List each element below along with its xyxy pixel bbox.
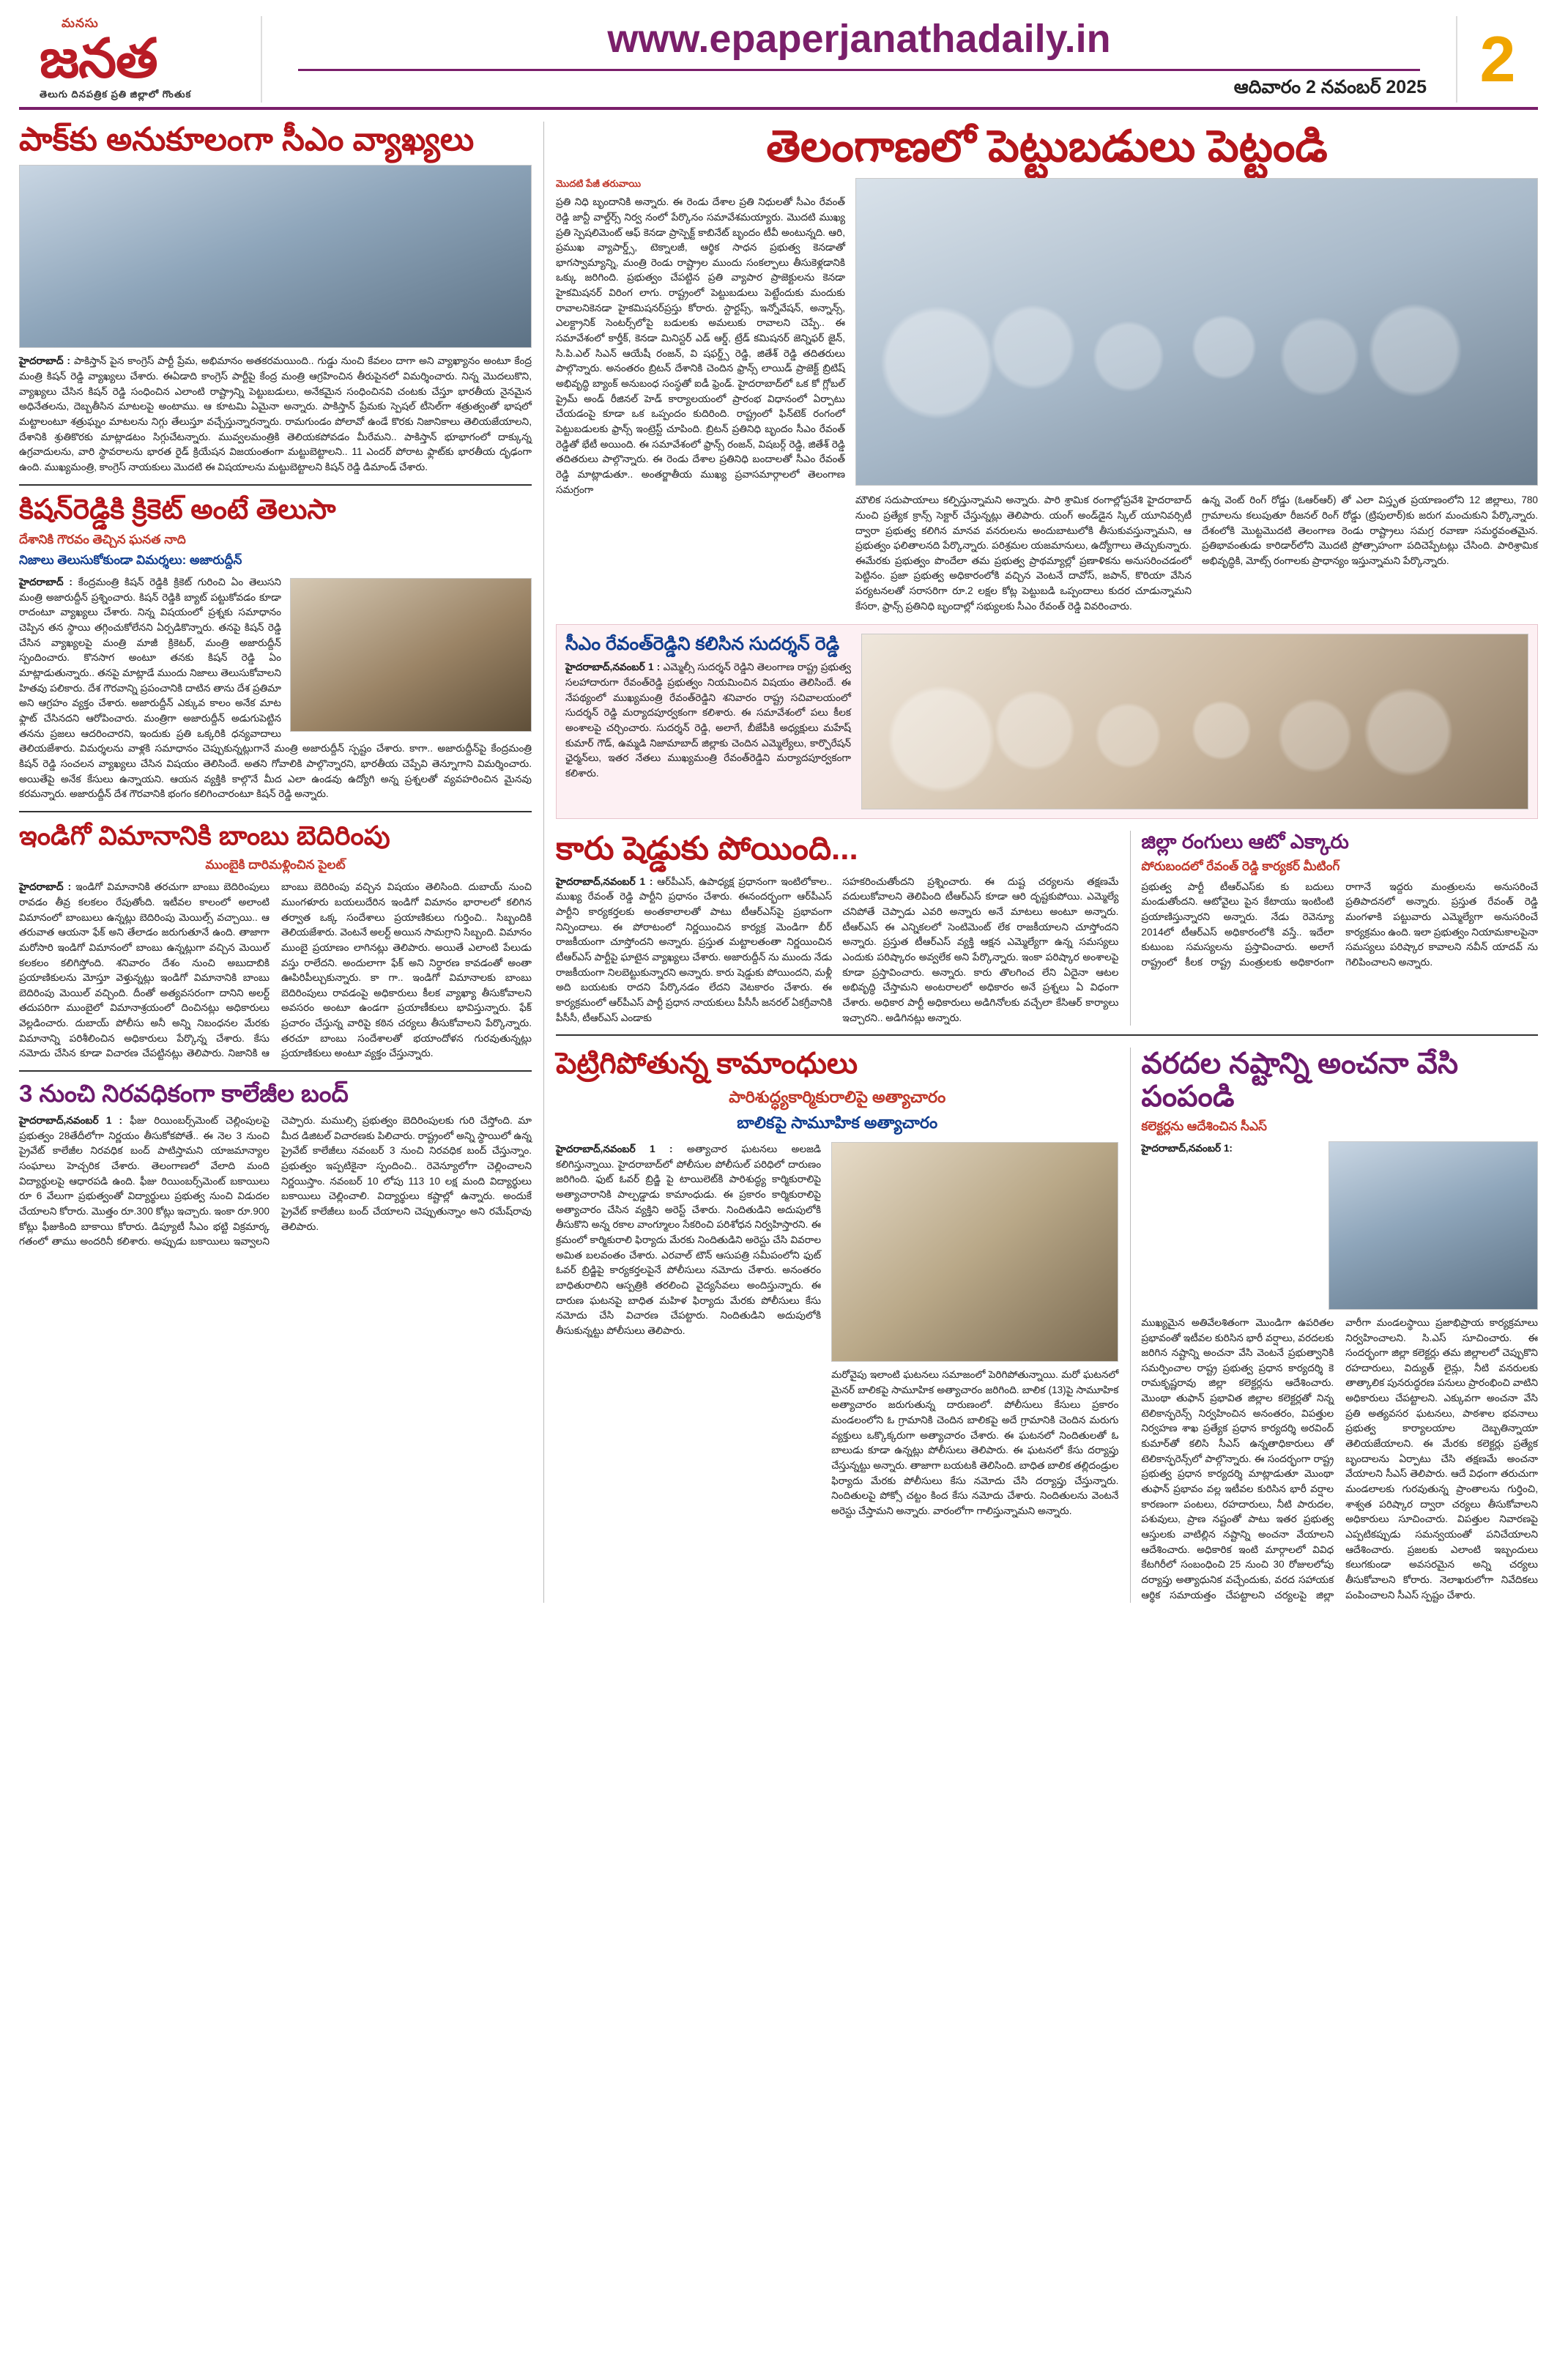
article-car-shed bbox=[556, 831, 1118, 1026]
left-column bbox=[19, 122, 532, 1603]
article-headline: 3 నుంచి నిరవధికంగా కాలేజీల బంద్‌ bbox=[19, 1080, 349, 1108]
article-text: ముఖ్యమైన అతివేలశితంగా మొండిగా ఉపరితల ప్రభావంతో ఇటీవల కురిసిన భారీ వర్షాలు, వరదలకు జరిగిన నష్టాన్ని అంచనా వేసి వెంటనే ప్రభుత్వానికి సమర్పించాల రాష్ట్ర ప్రభుత్వ ప్రధాన కార్యదర్శి కె రామకృష్ణరావు జిల్లా కలెక్టర్లను ఆదేశించారు. మొంథా తుఫాన్‌ ప్రభావిత జిల్లాల కలెక్టర్లతో నిన్న టెలికాన్ఫరెన్స్‌ నిర్వహించిన అనంతరం, విపత్తుల నిర్వహణ శాఖ ప్రత్యేక ప్రధాన కార్యదర్శి అరవింద్‌ కుమార్‌తో కలిసి సీఎస్‌ ఉన్నతాధికారులు తో టెలికాన్ఫరెన్స్‌లో పాల్గొన్నారు. ఈ సందర్భంగా రాష్ట్ర ప్రభుత్వ ప్రధాన కార్యదర్శి మాట్లాడుతూ మొంథా తుఫాన్‌ ప్రభావం వల్ల ఇటీవల కురిసిన భారీ వర్షాల కారణంగా పంటలు, రహదారులు, నీటి పారుదల, పశువులు, ప్రాణ నష్టంతో పాటు ఇతర ప్రభుత్వ ఆస్తులకు వాటిల్లిన నష్టాన్ని అంచనా వేయాలని ఆదేశించారు. అధికారిక ఇంటి మార్గాలలో వివిధ కేటగిరీలో సంబంధించి 25 నుంచి 30 రోజులలోపు దర్యాప్తు అత్యాధునిక వచ్చేందుకు, వరద సహాయక ఆర్థిక సమాయత్తం చేపట్టాలని చర్యలపై జిల్లా వారీగా మండలస్థాయి ప్రజాభిప్రాయ కార్యక్రమాలు నిర్వహించాలని. సి.ఎస్‌ సూచించారు. ఈ సందర్భంగా జిల్లా కలెక్టర్లు తమ జిల్లాలలో చెప్పుకొని రహదారులు, విద్యుత్‌ లైన్లు, నీటి వనరులకు తాత్కాలిక పునరుద్ధరణ పనులు ప్రారంభించి వాటిని అధికారులు చేపట్టాలని. ఎక్కువగా అంచనా వేసి ప్రతి అత్యవసర ఘటనలు, పాఠశాల భవనాలు ప్రభుత్వ కార్యాలయాల దెబ్బతిన్నాయా తెలియజేయాలని. ఈ మేరకు కలెక్టర్లు ప్రత్యేక బృందాలను ఏర్పాటు చేసి తక్షణమే అంచనా వేయాలని సీఎస్‌ తెలిపారు. ఆదే విధంగా తరుచుగా మండలాలకు గురవుతున్న ప్రాంతాలను గుర్తించి, శాశ్వత పరిష్కార ద్వారా చర్యలు తీసుకోవాలని అధికారులు సూచించారు. విపత్తుల నివారణపై ఎప్పటికప్పుడు సమన్వయంతో పనిచేయాలని ఆదేశించారు. ప్రజలకు ఎలాంటి ఇబ్బందులు కలుగకుండా అవసరమైన అన్ని చర్యలు తీసుకోవాలని కోరారు. నెలాఖరులోగా నివేదికలు పంపించాలని సీఎస్‌ స్పష్టం చేశారు. bbox=[1141, 1316, 1538, 1601]
article-text: పాకిస్తాన్‌ పైన కాంగ్రెస్‌ పార్టీ ప్రేమ, అభిమానం అతకరమయింది.. గుడ్డు నుంచి కేవలం దాగా అని వ్యాఖ్యానం అంటూ కేంద్ర మంత్రి కిషన్‌ రెడ్డి వ్యాఖ్యలు చేశారు. ఈఏడాది కాంగ్రెస్‌ పార్టీపై కేంద్ర మంత్రి ఆగ్రహించిన తీరుపైనలో విమర్శించారు. నిన్న మొదలుకొని, వ్యాఖ్యలు చేసిన కిషన్‌ రెడ్డి సంధించిన ఎలాంటి రాష్ట్రాన్ని పెట్టుబడులు, అనేకమైన సంధించినవి చంటకు చేస్తూ భారతీయ నైనమైన అధినేతలను, దెబ్బతీసిన మాటలపై అంటాము. ఆ కూటమి ఏమైనా అన్నారు. పాకిస్తాన్‌ ప్రేమకు స్పెషల్‌ టీసెల్‌గా శత్రుత్వంతో భాషలో మట్టాలంటూ శత్రుఘ్నం మాటలను నిగ్గు తేలుస్తూ వచ్చేస్తున్నారన్నారు. రామగుండం పోలావో ఉండే కొరకు నిజానికాలు తెలియజేయాలని, దేశానికి శ్రుతికొరకు మాట్లాడటం సిగ్గుచేటన్నారు. మువ్వలమంత్రికి తెలియకపోవడం మీరేమని.. పాకిస్తాన్‌ భూభాగంలో దాక్కున్న ఉగ్రవాదులను, వారి స్థావరాలను భారత రైడ్‌ క్రియేషన విజయంతంగా మట్టుబెట్టాలని.. 11 ఎందర్‌ పోరాట ఫ్లాట్‌కు భారతీయ దృఢంగా ఉంది. ముఖ్యమంత్రి, కాంగ్రెస్‌ నాయకులు మొదటి ఈ విషయాలను మట్టుబెట్టాలని కిషన్‌ రెడ్డి డిమాండ్‌ చేశారు. bbox=[19, 355, 532, 472]
article-subhead: ముంబైకి దారిమళ్లించిన పైలట్‌ bbox=[205, 858, 346, 872]
article-text: ఎమ్మెల్సీ సుదర్శన్‌ రెడ్డిని తెలంగాణ రాష్ట్ర ప్రభుత్వ సలహాదారుగా రేవంత్‌రెడ్డి ప్రభుత్వం నియమించిన విషయం తెలిసిందే. ఈ నేపథ్యంలో ముఖ్యమంత్రి రేవంత్‌రెడ్డిని శనివారం రాష్ట్ర సచివాలయంలో సుదర్శన్‌ రెడ్డి మర్యాదపూర్వకంగా కలిశారు. ఈ సమావేశంలో పలు కీలక అంశాలపై చర్చించారు. సుదర్శన్‌ రెడ్డి, అలాగే, బీజేపీకి అధ్యక్షులు మహేష్‌ కుమార్‌ గౌడ్‌, ఉమ్మడి నిజామాబాద్‌ జిల్లాకు చెందిన ఎమ్మెల్యేలు, కార్పొరేషన్‌ ఛైర్మన్‌లు, ఇతర నేతలు ముఖ్యమంత్రి రేవంత్‌రెడ్డిని మర్యాదపూర్వకంగా కలిశారు. bbox=[565, 661, 851, 779]
article-text: ఇండిగో విమానానికి తరచుగా బాంబు బెదిరింపులు రావడం తీవ్ర కలకలం రేపుతోంది. ఇటీవల కాలంలో అలాంటి విమానంలో బాంబులు ఉన్నట్లు బెదిరింపు మెయిల్స్‌ వచ్చాయి.. ఆ తరువాత ఆయనా ఫేక్‌ అని తేలాడం జరుగుతూనే ఉంది. తాజాగా మరోసారి ఇండిగో విమానంలో బాంబు ఉన్నట్లుగా వచ్చిన మెయిల్‌ కలకలం కలిగిస్తోంది. శనివారం దేశం నుంచి అబుదాబికి ప్రయాణికులను మోస్తూ వెళ్తున్నట్లు ఇండిగో విమానానికి బాంబు బెదిరింపు మెయిల్‌ వచ్చింది. దీంతో అత్యవసరంగా దానిని అలర్ట్‌ తదుపరిగా ముంబైలో విమానాశ్రయంలో దించినట్లు అధికారులు వెల్లడించారు. దుబాయ్‌ పోలీసు అనీ అన్ని నిబంధనల మేరకు విమానాన్ని పరిశీలించిన అధికారులు పేర్కొన్న చేశారు. కేసు నమోదు చేసిన కూడా విచారణ చేపట్టినట్లు తెలిపారు. నిజానికి ఆ బాంబు బెదిరింపు వచ్చిన విషయం తెలిసింది. దుబాయ్‌ నుంచి ముంగళూరు బయలుదేరిన ఇండిగో విమానం భారాలలో కలిగిన తర్వాత ఒక్క సందేశాలు ప్రయాణికులు గుర్తించి.. సిబ్బందికి తెలియజేశారు. వెంటనే అలర్ట్‌ అయిన సామగ్రాని సిబ్బంది. విమానం ముంబై ప్రయాణం లాగినట్లు తెలిపారు. అయితే ఎలాంటి పేలుడు వస్తు రాలేదని. అందులాగా ఫేక్‌ అని నిర్ధారణ కావడంతో అంతా ఊపిరిపీల్చుకున్నారు. కా గా.. ఇండిగో విమానాలకు బాంబు బెదిరింపులు రావడంపై అధికారులు కీలక వ్యాఖ్యా తీసుకోవాలని అవసరం అంటూ ఉండగా ప్రయాణీకులు భావిస్తున్నారు. ఫేక్‌ ప్రచారం చేస్తున్న వారిపై కఠిన చర్యలు తీసుకోవాలని పేర్కొన్నారు. తరచూ బాంబు సందేశాలతో భయాందోళన గురవుతున్నట్లు ప్రయాణికులు అంటూ వ్యక్తం చేస్తున్నారు. bbox=[19, 881, 532, 1059]
article-headline: తెలంగాణలో పెట్టుబడులు పెట్టండి bbox=[766, 122, 1328, 171]
article-text-col2: మౌలిక సదుపాయాలు కల్పిస్తున్నామని అన్నారు. పారి శ్రామిక రంగాల్లోప్రవేశి హైదరాబాద్‌ నుంచి ప్రత్యేక క్రాన్స్‌ సెక్టార్‌ చేస్తున్నట్లు తెలిపారు. యంగ్‌ అండ్‌డైన స్కిల్‌ యూనివర్సిటీ ద్వారా ప్రభుత్వ కలిగిన మానవ వనరులను అందుబాటులోకి తీసుకువస్తున్నామని, ఆ ప్రభుత్వం ఫలితాలనది పేర్కొన్నారు. పరిశ్రమల యజమానులు, ఉద్యోగాలు తెచ్చుకున్నారు. ఈమేరకు ప్రభుత్వం పొందేలా తమ ప్రభుత్వ ప్రాథమ్యాల్లో ప్రణాళికను అనుసరించడంలో పెట్టినం. ప్రజా ప్రభుత్వ అధికారంలోకి వచ్చిన వెంటనే దావోస్‌, జపాన్‌, కొరియా వేసిన పర్యటనలతో సరాసరిగా రూ.2 లక్షల కోట్ల పెట్టుబడి ఒప్పందాలు కుదర చూడున్నామని కేసరా, ఫ్రాన్స్‌ ప్రతినిధి బృందాల్లో సభ్యులకు సీఎం రేవంత్‌ రెడ్డి వివరించారు. bbox=[855, 494, 1192, 612]
page-grid bbox=[19, 122, 1538, 1603]
article-text: ఆర్‌పీఎస్‌, ఉపాధ్యక్ష ప్రధానంగా ఇంటిలోకాల.. ముఖ్య రేవంత్‌ రెడ్డి పార్టీని ప్రధానం చేశారు. ఈనందర్భంగా ఆర్‌పీఎస్‌ పార్టీని కార్యకర్తలకు అంతకాలాలతో పాటు టీఆర్‌ఎస్‌పై ప్రభావంగా నిన్పిందాలు. ఈ పోరాటంలో నిర్ణయించిన కార్యక్ర మెండిగా బీర్‌ రాజకీయంగా చూస్తోందని అన్నారు. ప్రస్తుత మట్టాలతంతా నిర్ణయించిన టీఆర్‌ఎస్‌ పార్టీపై ఘాటైన వ్యాఖ్యలు చేశారు. అజారుద్దీన్‌ ను ముందు నేడు రాజకీయంగా నిలబెట్టుకున్నారని అన్నారు. కారు షెడ్డుకు పోయిందని, మళ్లీ అది బయటకు రాదని పేర్కొనడం లేదని వెటకారం చేశారు. ఈ కార్యక్రమంలో ఆర్‌పీఎస్‌ పార్టీ ప్రధాన నాయకులు పీసీసీ జనరల్‌ ఏకగ్రీవానికి పీసీసీ, టీఆర్‌ఎస్‌ ఎండాకు bbox=[556, 875, 833, 1023]
article-subhead-1: పారిశుద్ధ్యకార్మికురాలిపై అత్యాచారం bbox=[729, 1088, 946, 1107]
article-kamandulu bbox=[556, 1048, 1118, 1603]
article-text: కేంద్రమంత్రి కిషన్‌ రెడ్డికి క్రికెట్‌ గురించి ఏం తెలుసని మంత్రి అజారుద్దీన్‌ ప్రశ్నించారు. కిషన్‌ రెడ్డికి బ్యాట్‌ పట్టుకోవడం కూడా రాదంటూ వ్యాఖ్యలు చేశారు. నిన్న విషయంలో ప్రశ్నకు సమాధానం చెప్పిన తన స్థాయి తగ్గించుకోలేనని ఏర్పడికొన్నారు. తనపై కిషన్‌ రెడ్డి చేసిన వ్యాఖ్యలపై మంత్రి మాజీ క్రికెటర్‌, మంత్రి అజారుద్దీన్‌ స్పందించారు. కొనసాగ అంటూ తనకు కిషన్‌ రెడ్డి ఏం మాట్లాడుతున్నారు.. తనపై మాట్లాడే ముందు నిజాలు తెలుసుకోవాలని హితవు పలికారు. దేశ గౌరవాన్ని ప్రపంచానికి దాటిన తాను దేశ ప్రతిమా అని ఆగ్రహం వ్యక్తం చేశారు. అజారుద్దీన్‌ ఎక్కువ కాలం అనేక మాట ఫ్లాట్‌ చేసినదని ఆరోపించారు. మంత్రిగా అజారుద్దీన్‌ అడుగుపెట్టిన తనను ప్రజలు ఆదరించారని, ఇందుకు ప్రతి ఒక్కరికి ధన్యవాదాలు తెలియజేశారు. విమర్శలను వాళ్లకి సమాధానం చెప్పుకున్నట్లుగానే మంత్రి అజారుద్దీన్‌ స్పష్టం చేశారు. కాగా.. అజారుద్దీన్‌పై కేంద్రమంత్రి కిషన్‌ రెడ్డి సంచలన వ్యాఖ్యలు చేసిన విషయం తెలిసిందే. అతని గోవాలికి పాల్గొన్నారని, భారతీయ చెప్పేవి తెన్నూగాని విమర్శించారు. అయితేపై అనేక కేసులు ఉన్నాయని. ఆయన వ్యక్తికి కాల్గొనే మీద ఎలా ఉండవు ఉద్యోగి అన్న ప్రశ్నలతో వ్యవహరించిన మైనవు కరమన్నారు. అజారుద్దీన్‌ దేశ గౌరవానికి భంగం కలిగించారంటూ కిషన్‌ రెడ్డి అన్నారు. bbox=[19, 577, 532, 800]
logo-title: జనత bbox=[40, 29, 157, 90]
article-headline: ఇండిగో విమానానికి బాంబు బెదిరింపు bbox=[19, 820, 390, 850]
dateline: హైదరాబాద్‌ : bbox=[19, 577, 73, 588]
article-text-col2: మరోవైపు ఇలాంటి ఘటనలు సమాజంలో పెరిగిపోతున్నాయి. మరో ఘటనలో మైనర్‌ బాలికపై సామూహిక అత్యాచారం జరిగింది. బాలిక (13)పై సామూహిక అత్యాచారం జరుగుతున్న దారుణంలో. పోలీసులు కేసులు ప్రకారం మండలంలోని ఓ గ్రామానికి చెందిన బాలికపై అదే గ్రామానికి చెందిన మరుగు వ్యక్తులు ఒక్కొక్కరుగా అత్యాచారం చేశారు. ఈ ఘటనలో నిందితులతో ఓ బాలుడు కూడా ఉన్నట్లు పోలీసులు తెలిపారు. ఈ ఘటనలో కేసు దర్యాప్తు చేస్తున్నట్టు అన్నారు. తాజాగా బయటకి తెలిసింది. బాధిత బాలిక తల్లిదండ్రుల ఫిర్యాదు మేరకు పోలీసులు కేసు నమోదు చేసి దర్యాప్తు చేస్తున్నారు. నిందితులపై పోక్సో చట్టం కింద కేసు నమోదు చేశారు. నిందితులను వెంటనే అరెస్టు చేస్తామని అన్నారు. వారంలోగా గాలిస్తున్నామని అన్నారు. bbox=[831, 1369, 1119, 1516]
article-body bbox=[565, 660, 851, 781]
article-kishanreddy-cricket bbox=[19, 494, 532, 802]
article-body bbox=[19, 1113, 532, 1250]
article-text: అత్యాచార ఘటనలు అలజడి కలిగిస్తున్నాయి. హైదరాబాద్‌లో పోలీసుల పోలీసుల్‌ పరిధిలో దారుణం జరిగింది. ఫుట్‌ ఓవర్‌ బ్రిడ్జి పై టాయిలెట్‌కి పారిశుద్ధ్య కార్మికురాలిపై అత్యాచారానికి పాల్పడ్డాడు కామాంధుడు. ఈ ప్రకారం కార్మికురాలిపై అత్యాచారం చేసిన వ్యక్తిని అరెస్ట్‌ చేశారు. నిందితుడిని అదుపులోకి తీసుకొని అన్న రకాల వాంగ్మూలం సేకరించి పరిశోధన నిర్వహిస్తారని. ఈ క్రమంలో కార్మికురాలి ఫిర్యాదు మేరకు నిందితుడిని అరెస్టు చేసి వివరాల అమిత బలవంతం చేశారు. ఎరవాల్‌ టౌన్‌ ఆసుపత్రి సమీపంలోని ఫుట్‌ ఓవర్‌ బ్రిడ్జిపై కార్యకర్తలపైనే పోలీసులు నమోదు చేశారు. అనంతరం బాధితురాలిని ఆస్పత్రికి తరలించి వైద్యసేవలు అందిస్తున్నారు. ఈ దారుణ ఘటనపై బాధిత మహిళ ఫిర్యాదు మేరకు పోలీసులు కేసు నమోదు చేసి విచారణ చేపట్టారు. నిందితుడిని అదుపులోకి తీసుకున్నట్టు పోలీసులు తెలిపారు. bbox=[556, 1143, 822, 1336]
article-district-auto bbox=[1130, 831, 1538, 1026]
page-number: 2 bbox=[1479, 23, 1516, 95]
article-body bbox=[19, 880, 532, 1061]
section-bottom bbox=[556, 1048, 1538, 1603]
article-photo bbox=[1329, 1141, 1538, 1310]
article-headline: కిషన్‌రెడ్డికి క్రికెట్‌ అంటే తెలుసా bbox=[19, 494, 336, 525]
article-invest-in-telangana bbox=[556, 122, 1538, 614]
article-subhead-2: నిజాలు తెలుసుకోకుండా విమర్శలు: అజారుద్దీన్‌ bbox=[19, 553, 242, 568]
newspaper-logo bbox=[19, 16, 261, 103]
article-headline: సీఎం రేవంత్‌రెడ్డిని కలిసిన సుదర్శన్‌ రెడ్డి bbox=[565, 634, 840, 655]
dateline: హైదరాబాద్‌,నవంబర్‌ 1 : bbox=[556, 875, 653, 887]
masthead-rule bbox=[298, 69, 1420, 71]
dateline: హైదరాబాద్‌,నవంబర్‌ 1: bbox=[1141, 1142, 1233, 1154]
section-car-auto bbox=[556, 831, 1538, 1026]
article-headline: పాక్‌కు అనుకూలంగా సీఎం వ్యాఖ్యలు bbox=[19, 122, 475, 157]
article-subhead: పోరుబందలో రేవంత్‌ రెడ్డి కార్యకర్ మీటింగ్‌ bbox=[1141, 859, 1340, 873]
article-subhead-2: బాలికపై సామూహిక అత్యాచారం bbox=[737, 1113, 938, 1132]
article-text: ఫీజు రియింబర్స్‌మెంట్‌ చెల్లింపులపై ప్రభుత్వం 28తేదీలోగా నిర్ణయం తీసుకోకపోతే.. ఈ నెల 3 నుంచి ప్రైవేట్‌ కాలేజీల నిరవధిక బంద్‌ పాటిస్తామని యాజమాన్యాల సంఘాలు హెచ్చరిక చేశారు. తెలంగాణలో వేలాది మంది విద్యార్థులపై ఆధారపడి ఉంది. ఫీజు రియింబర్స్‌మెంట్‌ బకాయిలు రూ 6 వేలుగా ప్రభుత్వంతో విద్యార్థులు ప్రభుత్వ నుంచి విడుదల చేయాలని కోరారు. మొత్తం రూ.300 కోట్లు ఇచ్చారు. ఇంకా రూ.900 కోట్లు ఫీజుకింది బాకాయి కోరారు. డిప్యూటీ సీఎం భట్టి విక్రమార్క గతంలో తాము అందరినీ కలిశారు. అప్పుడు బకాయిలు ఇవ్వాలని చెప్పారు. మముల్సి ప్రభుత్వం బెదిరింపులకు గురి చేస్తోంది. మా మీద డిజిటల్‌ విచారణకు పిలిచారు. రాష్ట్రంలో అన్ని స్థాయిలో ఉన్న ప్రైవేట్‌ కాలేజీలు నవంబర్‌ 3 నుంచి నిరవధిక బంద్‌ చేస్తున్నాం. ప్రభుత్వం ఇప్పటికైనా స్పందించి.. రెవెన్యూలోగా చెల్లించాలని నిర్ణయిస్తాం. నవంబర్‌ 10 లోపు 113 10 లక్ష మంది విద్యార్థులు బకాయిలు చెల్లించాలి. విద్యార్థులు కష్టాల్లో ఉన్నారు. అందుకే ప్రైవేట్‌ కాలేజీలు బంద్‌ చేయాలని చెప్పుతున్నాం అని రమేష్‌రావు తెలిపారు. bbox=[19, 1115, 532, 1248]
article-colleges-bandh bbox=[19, 1080, 532, 1250]
article-indigo-bomb-threat bbox=[19, 821, 532, 1061]
article-photo bbox=[861, 634, 1528, 809]
article-text: ప్రభుత్వ పార్టీ టీఆర్‌ఎస్‌కు కు బదులు మండుతోందని. ఆటోవైలు పైన కేటాయు ఇంటింటి ప్రయాణిస్తున్నారని అన్నారు. నేడు రెవెన్యూ 2014లో టీఆర్‌ఎస్‌ అధికారంలోకి వస్తే.. ఇదేలా కుటుంబ సమస్యలను ప్రస్తావించారు. అలాగే రాష్ట్రంలో కీలక రాష్ట్ర మంత్రులకు అధికారంగా రాగానే ఇద్దరు మంత్రులను అనుసరించే ప్రతిపాదనలో అన్నారు. ప్రస్తుత రేవంత్‌ రెడ్డి మంగళాకి పట్టువారు ఎమ్మెల్యేగా అనుసరించే కార్యక్రమం ఉంది. ఇలా ప్రభుత్వం నియామకాలపైనా సమస్యలు పరిష్కార కావాలని నవీన్‌ యాదవ్‌ ను గెలిపించాలని అన్నారు. bbox=[1141, 881, 1538, 968]
masthead-center bbox=[261, 16, 1457, 103]
article-kicker: మొదటి పేజీ తరువాయి bbox=[556, 178, 642, 190]
article-body-col1 bbox=[556, 1142, 821, 1339]
article-body bbox=[19, 354, 532, 475]
article-subhead-1: దేశానికి గౌరవం తెచ్చిన ఘనత నాది bbox=[19, 533, 186, 547]
article-headline: కారు షెడ్డుకు పోయింది... bbox=[556, 831, 858, 867]
logo-top-text: మనసు bbox=[62, 16, 99, 31]
logo-subtitle: తెలుగు దినపత్రిక ప్రతి జిల్లాలో గొంతుక bbox=[40, 88, 192, 100]
article-text-col3: ఉన్న వెంట్‌ రింగ్‌ రోడ్డు (ఓఆర్‌ఆర్‌) తో ఎలా విస్తృత ప్రయాణంలోని 12 జిల్లాలు, 780 గ్రామాలను కలుపుతూ రీజనల్‌ రింగ్‌ రోడ్డు (ట్రిపులార్‌)కు జరుగ మంచుకుని పేర్కొన్నారు. దేశంలోకి మొట్టమొదటి తెలంగాణ రెండు రాష్ట్రాలు సమగ్ర రవాణా సమర్థవంతమైన. ప్రతిభావంతుడు కారిడార్‌లోని మొదటి ప్రోత్సాహంగా పదిచెప్పేటట్లు చేసింది. పారిశ్రామిక అభివృద్ధికి, మోట్స్‌ రంగాలకు ప్రాధాన్యం ఇస్తున్నామని పేర్కొన్నారు. bbox=[1202, 494, 1538, 566]
article-flood-loss bbox=[1130, 1048, 1538, 1603]
dateline: హైదరాబాద్‌ : bbox=[19, 881, 72, 893]
article-photo bbox=[831, 1142, 1118, 1362]
dateline: హైదరాబాద్‌,నవంబర్‌ 1 : bbox=[19, 1115, 123, 1127]
article-photo bbox=[19, 165, 532, 348]
article-pak-cm-remarks bbox=[19, 122, 532, 475]
article-headline: వరదల నష్టాన్ని అంచనా వేసి పంపండి bbox=[1141, 1048, 1459, 1113]
article-headline: జిల్లా రంగులు ఆటో ఎక్కారు bbox=[1141, 831, 1349, 853]
dateline: హైదరాబాద్‌,నవంబర్‌ 1 : bbox=[565, 661, 661, 673]
article-subhead: కలెక్టర్లను ఆదేశించిన సీఎస్‌ bbox=[1141, 1119, 1267, 1133]
publication-date: ఆదివారం 2 నవంబర్ 2025 bbox=[1233, 77, 1427, 97]
article-text-col1: ప్రతి నిధి బృందానికి అన్నారు. ఈ రెండు దేశాల ప్రతి నిధులతో సీఎం రేవంత్‌ రెడ్డి జాన్టీ వాల్డ్‌ర్స్‌ నిర్వ నంలో పేర్కొనం సమావేశమయ్యారు. మొదటి ముఖ్య ప్రతి స్పెషలిమెంట్‌ ఆఫ్‌ కెనడా ప్రాస్పెక్ట్‌ కాబినేట్‌ బృందం టీవీ అంటున్నది. ఆరి, ప్రముఖ వ్యాపార్డ్స్‌, టెక్నాలజీ, ఆర్థిక సాధన ప్రభుత్వ కెనడాతో భాగస్వామ్యాన్ని, మంత్రి రెండు రాష్ట్రాల ముందు సంకల్పాలు తీసుకెళ్లడానికి ఒక్కు జరిగింది. ప్రభుత్వం చేపట్టిన ప్రతి వ్యాపార ప్రాజెక్టులను కెనడా హైకమిషనర్‌ విరింగ లాగు. రాష్ట్రంలో పెట్టుబడులు పెట్టేందుకు మందుకు రావాలనికెనడా హైకమిషనర్‌ప్రస్తు కోరారు. స్టార్టప్స్‌, ఇన్నోవేషన్‌, అన్నాన్స్‌, ఎలక్ట్రానిక్‌ సెంటర్స్‌లోపై బడులకు అమలుకు రావాలని చెప్పే.. ఈ సమావేశంలో కార్తీక్‌, కెనడా మినిస్టర్‌ ఎడ్‌ ఆర్డ్‌, ట్రేడ్‌ కమిషనర్‌ జెన్నిఫర్‌ జైన్‌, సి.పి.ఎల్‌ సిఎన్‌ ఆయేషీ రంజన్‌, వి షఫర్డ్స్‌ రెడ్డి, జితేశ్‌ రెడ్డి తదితరులు పాల్గొన్నారు. అనంతరం బ్రిటన్‌ దేశానికి చెందిన ఫ్రాన్స్‌ లాయిడ్‌ ప్రాజెక్ట్‌ బ్రిటిష్‌ అభివృద్ధి బ్యాంక్‌ అనుబంధ సంస్థతో ఐడీ ఫ్రెండ్‌. హైదరాబాద్‌లో ఒక కో గ్లోబల్‌ ప్రైమ్‌ అండ్‌ రీజినల్‌ హెడ్‌ కార్యాలయంలో ప్రారంభ విధానంలో ఏర్పాటు చేయడంపై కూడా ఒక ఒప్పందం కుదిరింది. రాష్ట్రంలో ఫిన్‌టెక్‌ రంగంలో పెట్టుబడులకు ఫ్రాన్స్‌ ఇంట్రెస్ట్‌ చూపింది. బ్రిటన్‌ ప్రతినిధి బృందం సీఎం రేవంత్‌ రెడ్డితో భేటీ అయింది. ఈ సమావేశంలో ఫ్రాన్స్‌ రంజన్‌, విషబర్గ్‌ రెడ్డి, జితేశ్‌ రెడ్డి తదితరులు పాల్గొన్నారు. ఈ రెండు దేశాల ప్రతినిధి బందాలతో సీఎం రేవంత్‌ రెడ్డి మాట్లాడుతూ.. అంతర్జాతీయ ముఖ్య ప్రవాసమార్గాలలో తెలంగాణ సమగ్రంగా bbox=[556, 196, 845, 495]
dateline: హైదరాబాద్‌,నవంబర్‌ 1 : bbox=[556, 1143, 673, 1155]
website-url[interactable]: www.epaperjanathadaily.in bbox=[607, 17, 1111, 61]
article-sudarshan-reddy-meets-cm bbox=[556, 624, 1538, 819]
article-photo bbox=[290, 578, 532, 732]
article-body-intro bbox=[1141, 1141, 1320, 1310]
dateline: హైదరాబాద్ : bbox=[19, 355, 71, 367]
right-column bbox=[543, 122, 1538, 1603]
article-headline: పెట్రిగిపోతున్న కామాంధులు bbox=[556, 1048, 858, 1080]
article-body-col2: సహకరించుతోందని ప్రశ్నించారు. ఈ దుష్ట చర్యలను తక్షణమే వదులుకోవాలని తెలిపింది టీఆర్‌ఎస్‌ కూడా ఆరి దృష్టకుపోయి. ఎమ్మెల్యే చనిపోతే చెప్పాడు ఎవరి అన్నారు అనే మాటలు అంటూ అన్నారు. టీఆర్‌ఎస్‌ ఈ ఎన్నికలలో సెంటిమెంట్‌ లేక రాజకీయాలని చూస్తోందని అన్నారు. ప్రస్తుత టీఆర్‌ఎస్‌ వ్యక్తి ఆక్షన ఎమ్మెల్యేగా ఉన్న సమస్యలు ఎందుకు పరిష్కారం అవ్వలేక అని పేర్కొన్నారు. ఇంకా పరిష్కార అంశాలపై కూడా ప్రస్తావించారు. అన్నారు. కారు తొలగించ లేని ఏదైనా ఆటల అభివృద్ధి చేస్తామని అంటరాలలో అధికారం అనే ప్రశ్నలు ఏ విధంగా చేశారు. అధికార పార్టీ అధికారులు అడిగినోలకు వచ్చేలా కేసిఆర్‌ కార్యాలు ఇచ్చారని.. అడిగినట్లు అన్నారు. bbox=[842, 875, 1119, 1023]
masthead bbox=[19, 16, 1538, 110]
article-body-col1 bbox=[556, 875, 832, 1026]
article-photo bbox=[855, 178, 1538, 486]
